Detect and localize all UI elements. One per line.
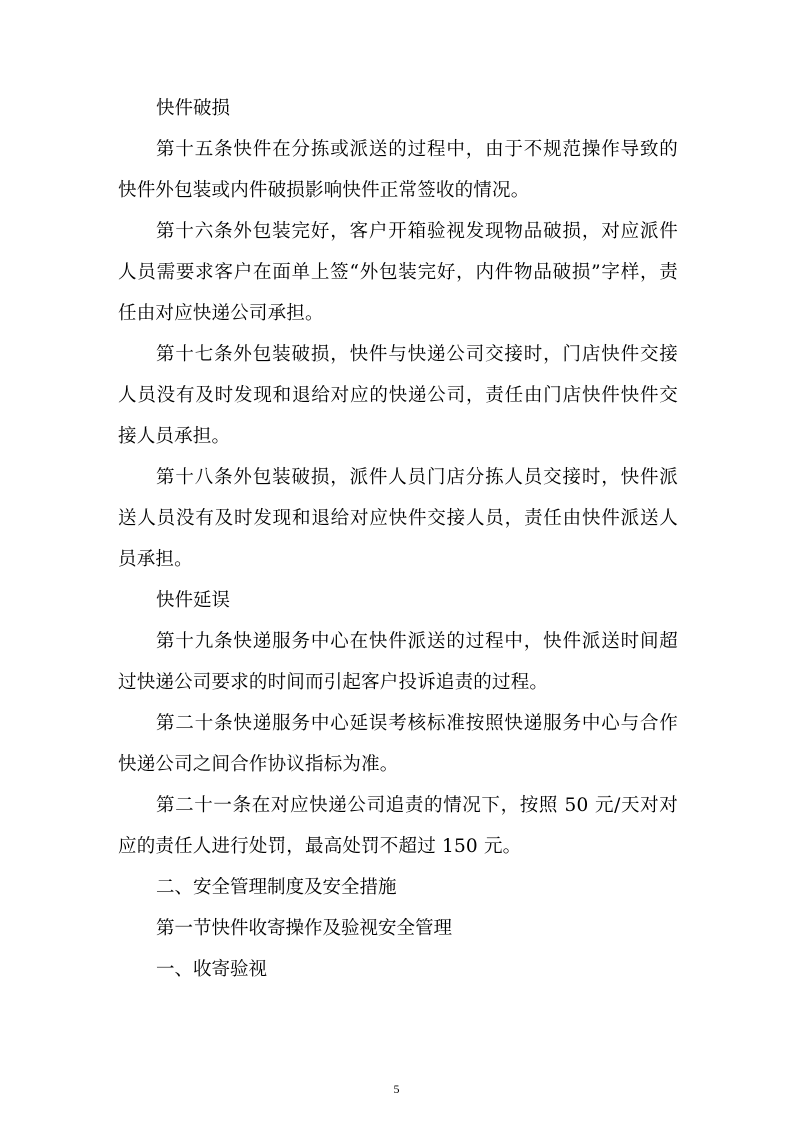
section-heading-damage: 快件破损 bbox=[156, 98, 231, 119]
article-19: 第十九条快递服务中心在快件派送的过程中，快件派送时间超过快递公司要求的时间而引起客户投诉追责的过程。 bbox=[118, 631, 678, 693]
subsection-one-heading: 一、收寄验视 bbox=[156, 959, 268, 980]
article-21: 第二十一条在对应快递公司追责的情况下，按照 50 元/天对对应的责任人进行处罚，最高处罚不超过 150 元。 bbox=[118, 795, 678, 857]
article-20: 第二十条快递服务中心延误考核标准按照快递服务中心与合作快递公司之间合作协议指标为准。 bbox=[118, 713, 678, 775]
article-17: 第十七条外包装破损，快件与快递公司交接时，门店快件交接人员没有及时发现和退给对应的快递公司，责任由门店快件快件交接人员承担。 bbox=[118, 344, 678, 447]
section-heading-delay: 快件延误 bbox=[156, 590, 231, 611]
article-18: 第十八条外包装破损，派件人员门店分拣人员交接时，快件派送人员没有及时发现和退给对应快件交接人员，责任由快件派送人员承担。 bbox=[118, 467, 678, 570]
article-16: 第十六条外包装完好，客户开箱验视发现物品破损，对应派件人员需要求客户在面单上签“外包装完好，内件物品破损”字样，责任由对应快递公司承担。 bbox=[118, 221, 678, 324]
document-body bbox=[118, 88, 678, 990]
section-one-heading: 第一节快件收寄操作及验视安全管理 bbox=[156, 918, 453, 939]
article-15: 第十五条快件在分拣或派送的过程中，由于不规范操作导致的快件外包装或内件破损影响快件正常签收的情况。 bbox=[118, 139, 678, 201]
page-number: 5 bbox=[393, 1082, 400, 1096]
chapter-two-heading: 二、安全管理制度及安全措施 bbox=[156, 877, 397, 898]
